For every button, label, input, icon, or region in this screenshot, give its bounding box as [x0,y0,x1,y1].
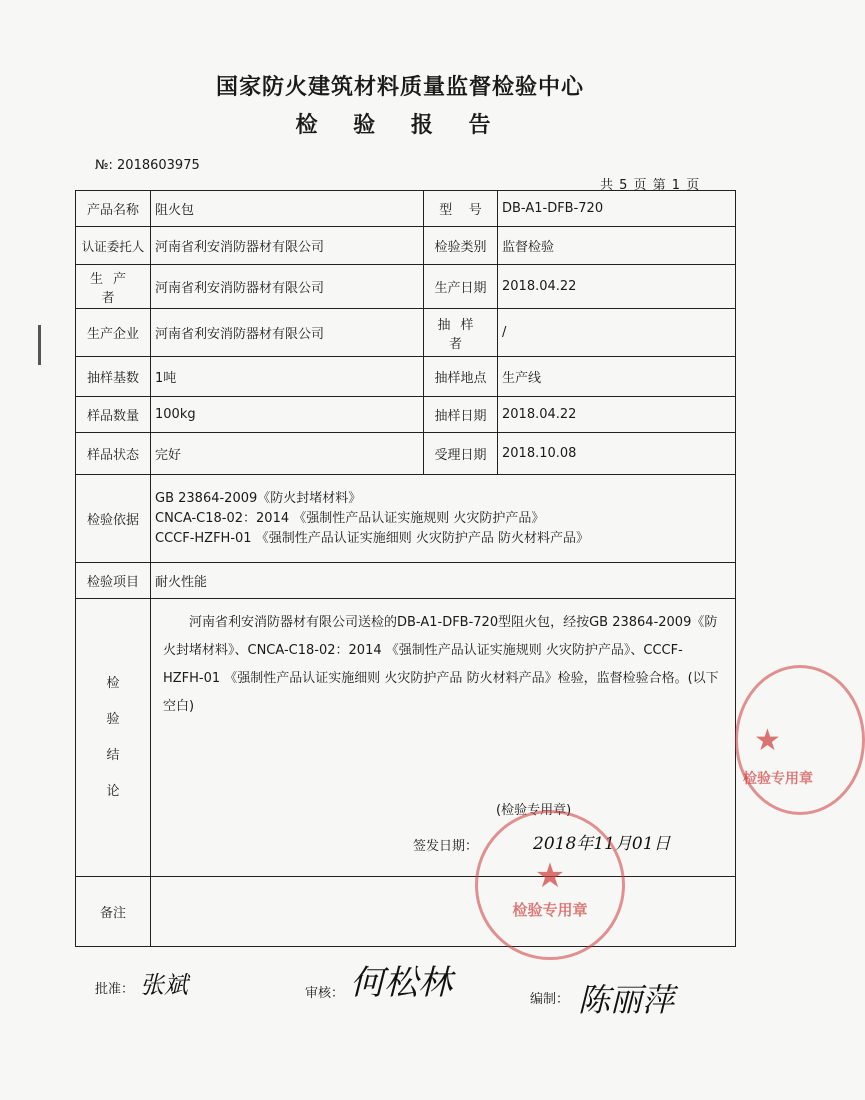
remarks-label: 备注 [76,877,151,947]
client-label: 认证委托人 [76,227,151,265]
manufacturer-value: 河南省利安消防器材有限公司 [151,309,424,357]
conclusion-text: 河南省利安消防器材有限公司送检的DB-A1-DFB-720型阻火包，经按GB 23864-2009《防火封堵材料》、CNCA-C18-02：2014 《强制性产品认证实施规则 火灾防护产品》、CCCF-HZFH-01 《强制性产品认证实施细则 火灾防护产品 防火材料产品》检验，监督检验合格。(以下空白) [163,615,719,714]
issue-date-value: 2018年11月01日 [533,834,671,854]
product-name-label: 产品名称 [76,191,151,227]
report-table [75,190,736,947]
compile-label: 编制： [530,992,570,1007]
approve-signature: 张斌 [140,971,188,999]
seal-main-text: 检验专用章 [512,901,588,919]
row-manufacturer [76,309,736,357]
seal-star-icon: ★ [534,856,566,896]
inspection-type-label: 检验类别 [424,227,498,265]
production-date-label: 生产日期 [424,265,498,309]
sample-qty-label: 样品数量 [76,397,151,433]
side-seal-text: 检验专用章 [743,771,813,787]
page-info: 共 5 页 第 1 页 [600,178,701,193]
items-value: 耐火性能 [151,563,736,599]
producer-label: 生产者 [76,265,151,309]
sample-qty-value: 100kg [151,397,424,433]
conclusion-char-2: 验 [106,711,120,727]
sampling-base-label: 抽样基数 [76,357,151,397]
report-number: №: 2018603975 [95,158,200,173]
row-sampling-base [76,357,736,397]
row-conclusion [76,599,736,877]
sampling-place-label: 抽样地点 [424,357,498,397]
conclusion-label [76,599,151,877]
issue-date-label: 签发日期： [413,839,479,854]
conclusion-char-1: 检 [106,675,120,691]
client-value: 河南省利安消防器材有限公司 [151,227,424,265]
basis-line-3: CCCF-HZFH-01 《强制性产品认证实施细则 火灾防护产品 防火材料产品》 [155,530,589,546]
manufacturer-label: 生产企业 [76,309,151,357]
sampler-value: / [498,309,736,357]
producer-value: 河南省利安消防器材有限公司 [151,265,424,309]
review-label: 审核： [305,986,345,1001]
sampling-base-value: 1吨 [151,357,424,397]
row-client [76,227,736,265]
accept-date-value: 2018.10.08 [498,433,736,475]
items-label: 检验项目 [76,563,151,599]
approve-label: 批准： [95,982,135,997]
sample-status-label: 样品状态 [76,433,151,475]
conclusion-char-3: 结 [106,747,120,763]
row-sample-qty [76,397,736,433]
inspection-type-value: 监督检验 [498,227,736,265]
basis-line-2: CNCA-C18-02：2014 《强制性产品认证实施规则 火灾防护产品》 [155,510,545,526]
compile-signature: 陈丽萍 [578,981,675,1019]
row-product [76,191,736,227]
basis-line-1: GB 23864-2009《防火封堵材料》 [155,490,362,506]
inspection-seal [475,810,625,960]
row-sample-status [76,433,736,475]
basis-value [151,475,736,563]
model-value: DB-A1-DFB-720 [498,191,736,227]
basis-label: 检验依据 [76,475,151,563]
product-name-value: 阻火包 [151,191,424,227]
org-title: 国家防火建筑材料质量监督检验中心 [215,75,584,100]
sampling-date-label: 抽样日期 [424,397,498,433]
conclusion-cell [151,599,736,877]
seal-note: (检验专用章) [496,803,572,818]
sampling-date-value: 2018.04.22 [498,397,736,433]
report-title: 检 验 报 告 [295,113,505,138]
row-remarks [76,877,736,947]
row-producer [76,265,736,309]
production-date-value: 2018.04.22 [498,265,736,309]
sampler-label: 抽样者 [424,309,498,357]
sampling-place-value: 生产线 [498,357,736,397]
sample-status-value: 完好 [151,433,424,475]
side-seal-star-icon: ★ [754,723,781,758]
review-signature: 何松林 [350,963,452,1003]
binder-mark [38,325,41,365]
model-label: 型 号 [424,191,498,227]
row-items [76,563,736,599]
conclusion-char-4: 论 [106,783,120,799]
row-basis [76,475,736,563]
side-seal [735,665,865,815]
remarks-value [151,877,736,947]
accept-date-label: 受理日期 [424,433,498,475]
